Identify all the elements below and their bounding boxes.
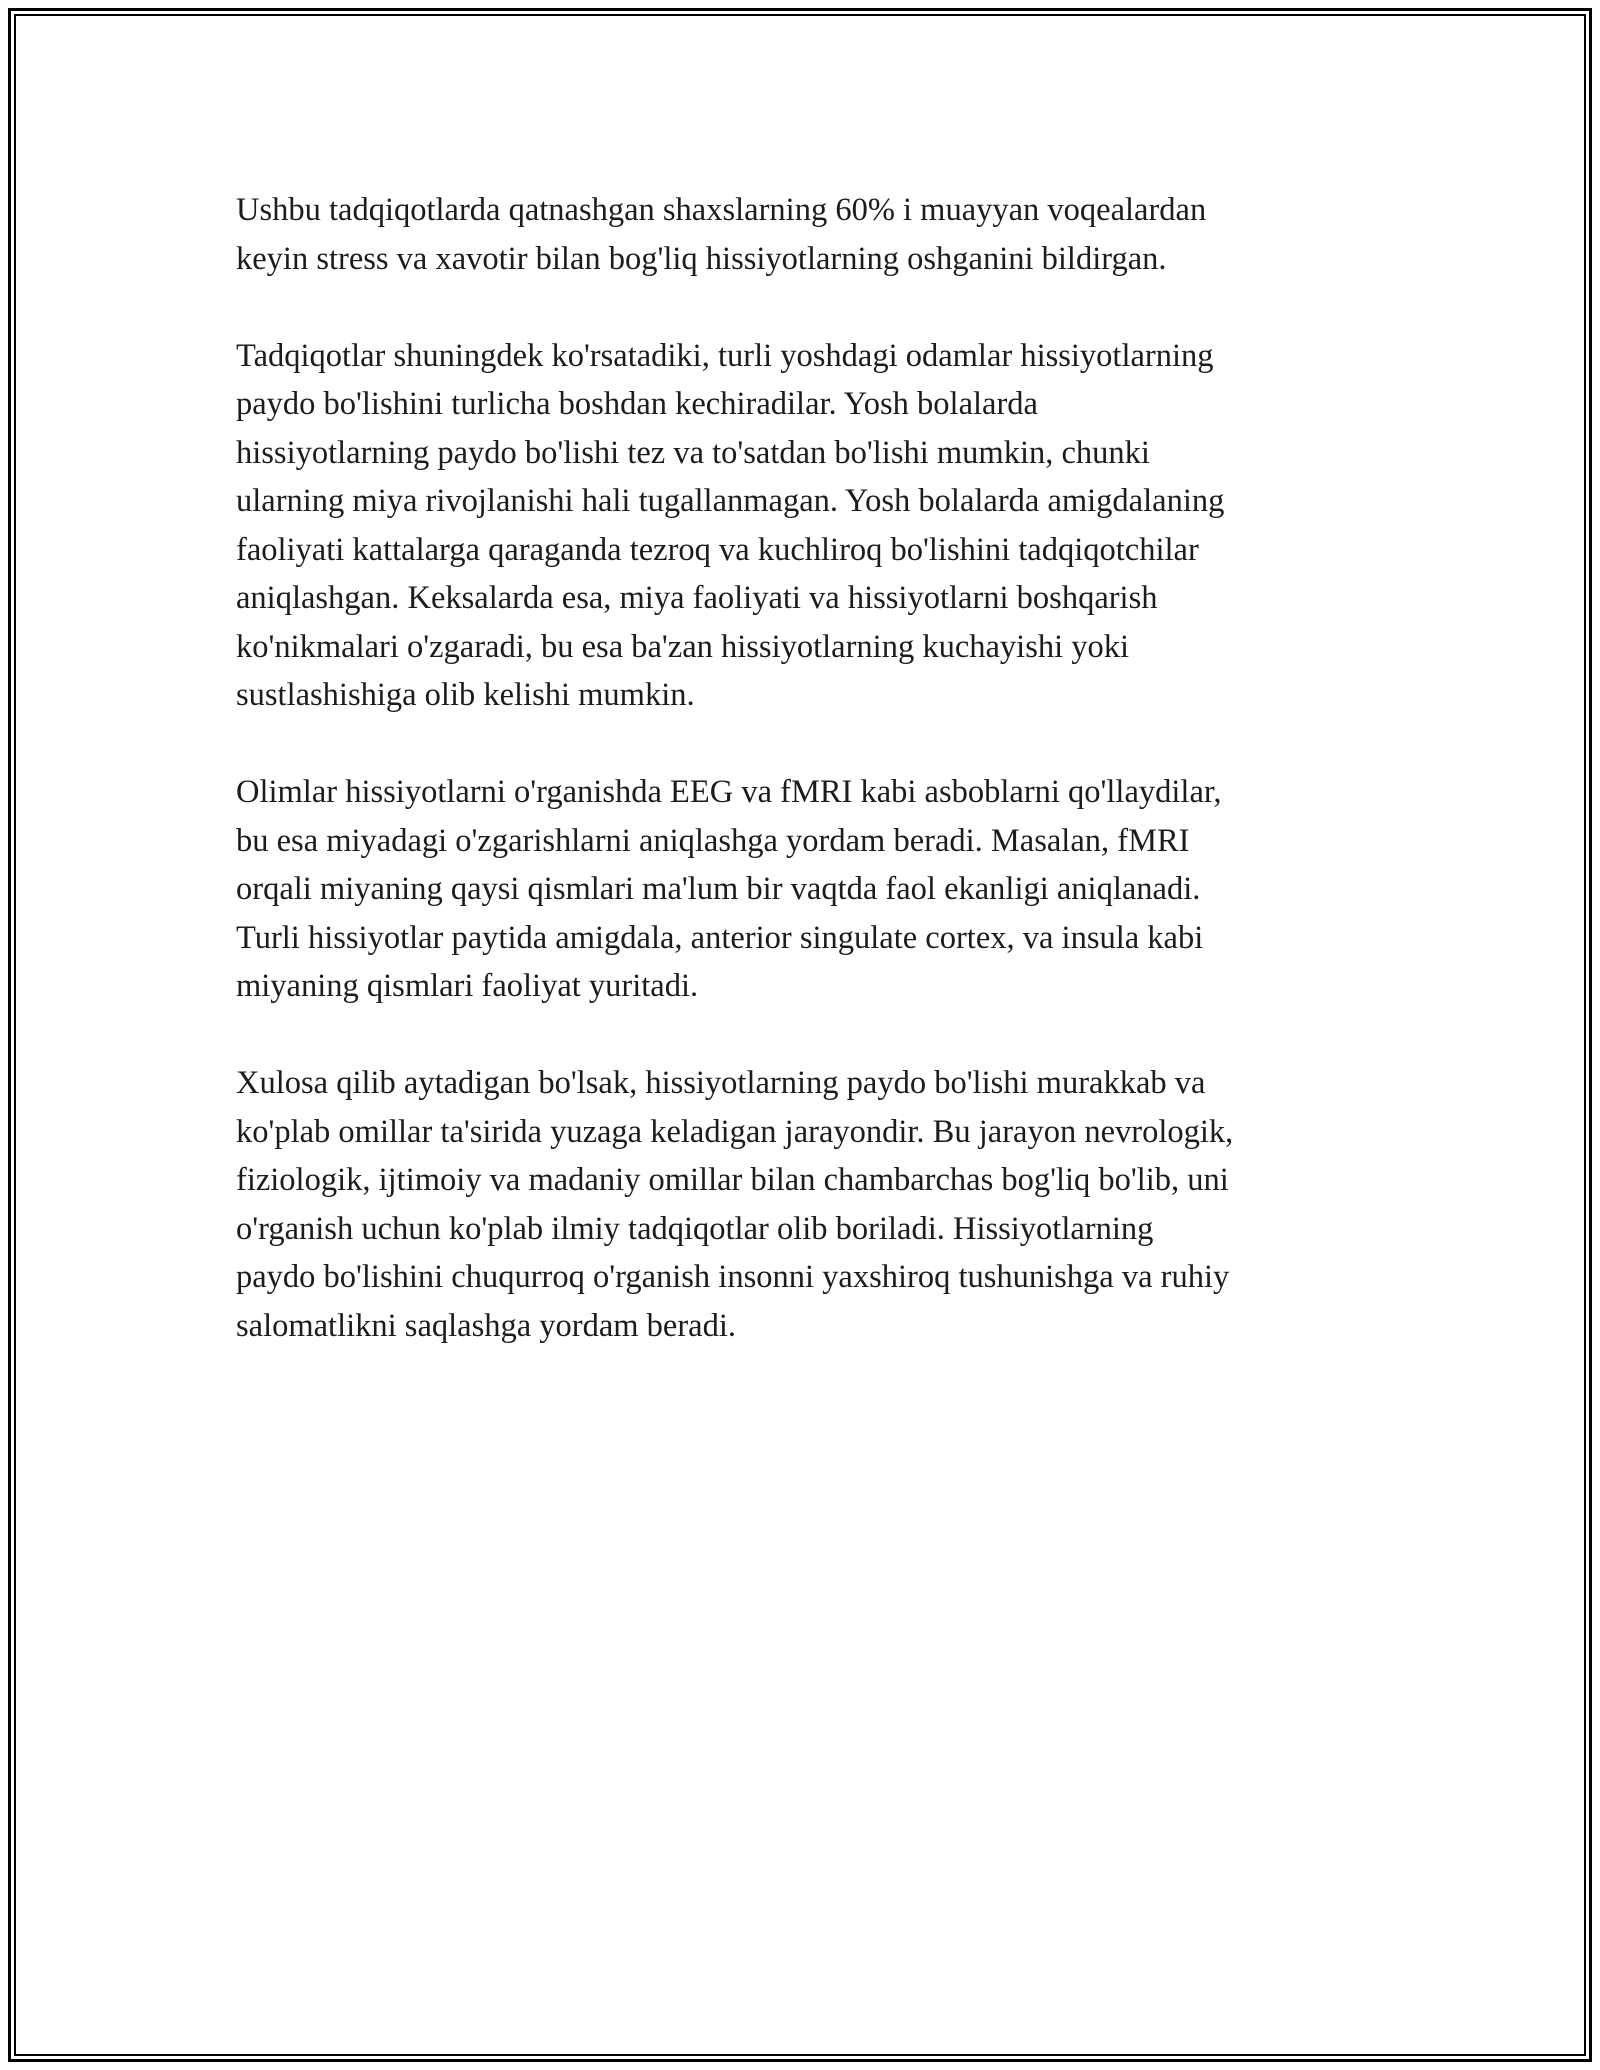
paragraph-4: [236, 1059, 1386, 1350]
line: hissiyotlarning paydo bo'lishi tez va to'satdan bo'lishi mumkin, chunki: [236, 434, 1150, 471]
line: fiziologik, ijtimoiy va madaniy omillar bilan chambarchas bog'liq bo'lib, uni: [236, 1162, 1229, 1198]
line: faoliyati kattalarga qaraganda tezroq va kuchliroq bo'lishini tadqiqotchilar: [236, 531, 1199, 568]
line: miyaning qismlari faoliyat yuritadi.: [236, 968, 699, 1004]
line: keyin stress va xavotir bilan bog'liq hissiyotlarning oshganini bildirgan.: [236, 240, 1167, 277]
line: bu esa miyadagi o'zgarishlarni aniqlashga yordam beradi. Masalan, fMRI: [236, 822, 1190, 859]
line: orqali miyaning qaysi qismlari ma'lum bir vaqtda faol ekanligi aniqlanadi.: [236, 871, 1201, 907]
line: Turli hissiyotlar paytida amigdala, anterior singulate cortex, va insula kabi: [236, 919, 1204, 956]
line: ko'nikmalari o'zgaradi, bu esa ba'zan hissiyotlarning kuchayishi yoki: [236, 628, 1130, 665]
line: Ushbu tadqiqotlarda qatnashgan shaxslarning 60% i muayyan voqealardan: [236, 192, 1207, 228]
line: paydo bo'lishini turlicha boshdan kechiradilar. Yosh bolalarda: [236, 386, 1038, 422]
line: Tadqiqotlar shuningdek ko'rsatadiki, turli yoshdagi odamlar hissiyotlarning: [236, 337, 1214, 374]
line: paydo bo'lishini chuqurroq o'rganish insonni yaxshiroq tushunishga va ruhiy: [236, 1259, 1230, 1295]
line: Olimlar hissiyotlarni o'rganishda EEG va fMRI kabi asboblarni qo'llaydilar,: [236, 774, 1222, 810]
document-body: [236, 186, 1386, 1399]
line: sustlashishiga olib kelishi mumkin.: [236, 677, 695, 713]
line: ularning miya rivojlanishi hali tugallanmagan. Yosh bolalarda amigdalaning: [236, 483, 1225, 519]
line: Xulosa qilib aytadigan bo'lsak, hissiyotlarning paydo bo'lishi murakkab va: [236, 1065, 1206, 1101]
paragraph-3: [236, 768, 1386, 1011]
line: salomatlikni saqlashga yordam beradi.: [236, 1307, 737, 1344]
paragraph-1: [236, 186, 1386, 283]
line: ko'plab omillar ta'sirida yuzaga keladigan jarayondir. Bu jarayon nevrologik,: [236, 1113, 1234, 1150]
line: o'rganish uchun ko'plab ilmiy tadqiqotlar olib boriladi. Hissiyotlarning: [236, 1210, 1154, 1247]
paragraph-2: [236, 332, 1386, 720]
line: aniqlashgan. Keksalarda esa, miya faoliyati va hissiyotlarni boshqarish: [236, 580, 1158, 616]
